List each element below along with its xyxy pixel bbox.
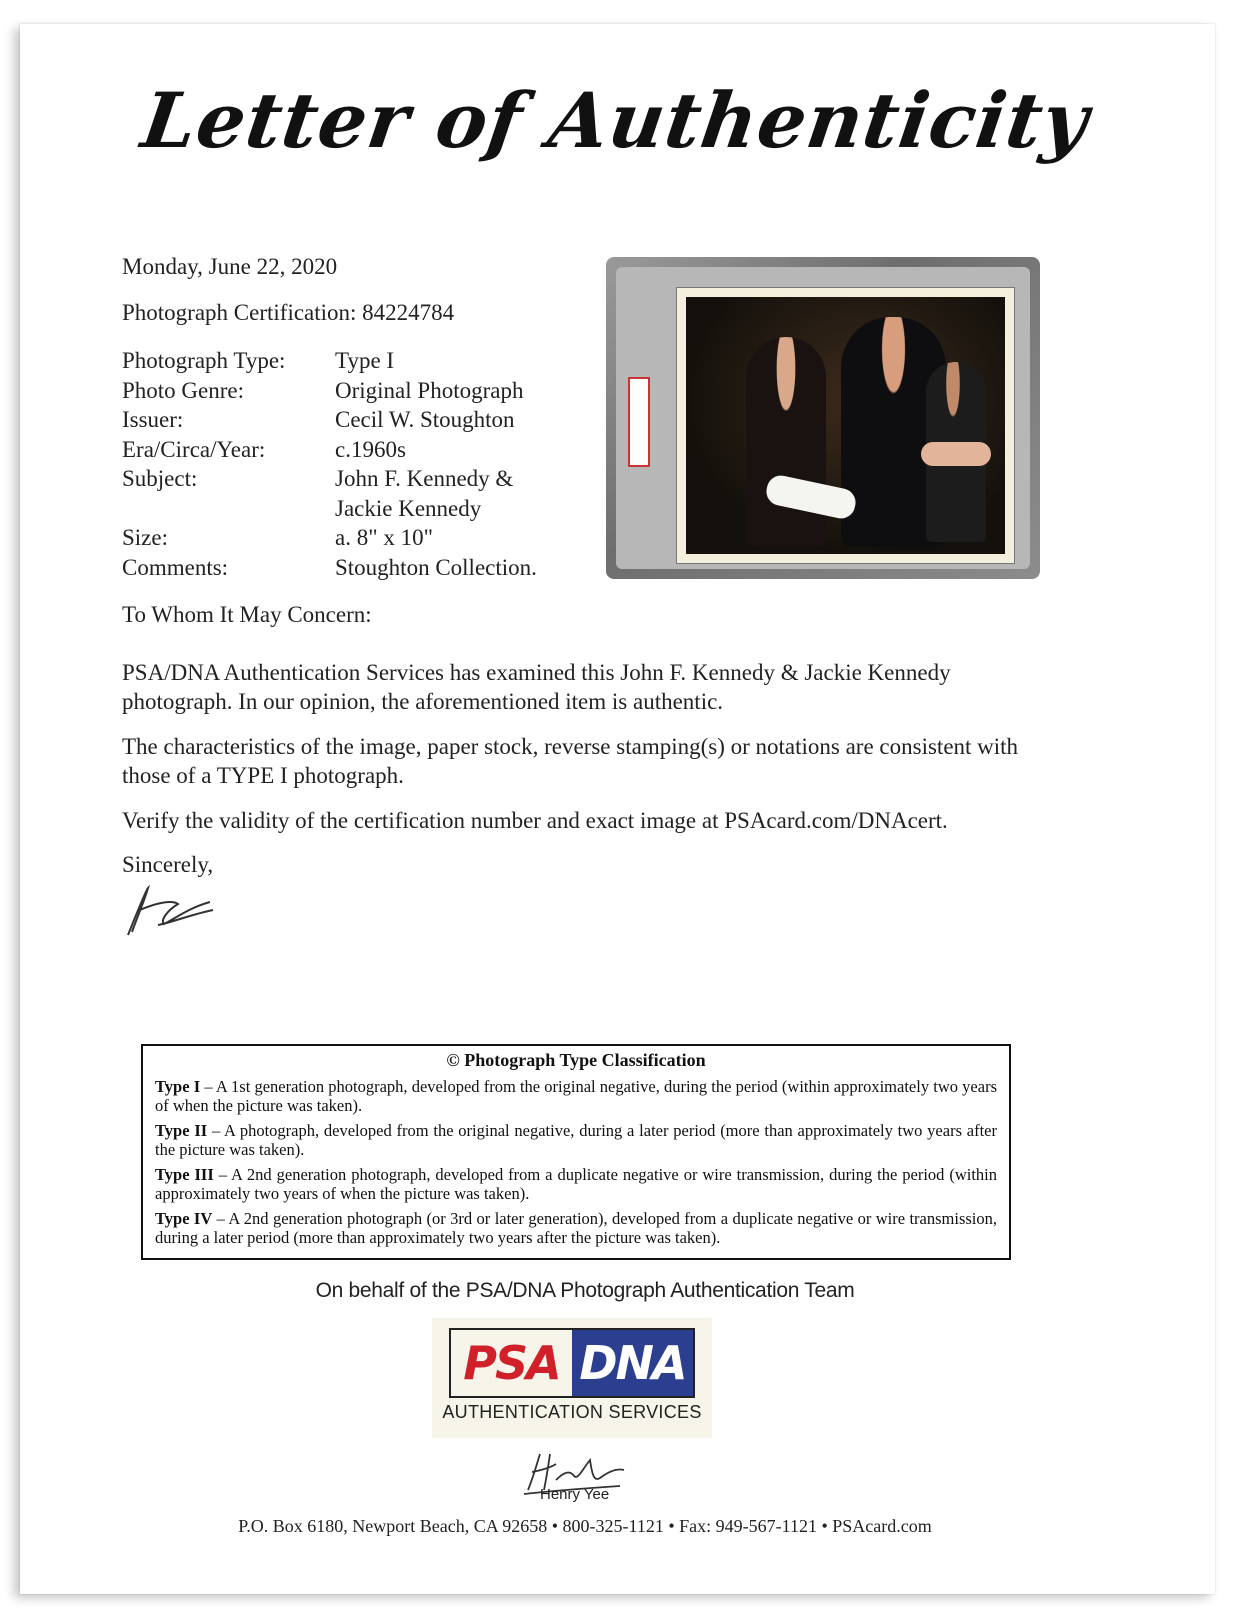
detail-row <box>122 346 537 376</box>
detail-label <box>122 494 335 524</box>
classification-title: © Photograph Type Classification <box>446 1050 706 1070</box>
detail-label: Comments: <box>122 554 229 580</box>
detail-value: Cecil W. Stoughton <box>335 407 515 432</box>
detail-value: John F. Kennedy & <box>335 466 514 491</box>
detail-value: a. 8" x 10" <box>335 525 433 550</box>
logo-subtitle: AUTHENTICATION SERVICES <box>442 1402 702 1422</box>
signer-name: Henry Yee <box>540 1486 610 1503</box>
detail-row <box>122 435 537 465</box>
detail-label: Subject: <box>122 466 198 491</box>
detail-label: Era/Circa/Year: <box>122 436 266 462</box>
detail-value: c.1960s <box>335 436 406 462</box>
classification-type: Type IV <box>155 1208 213 1228</box>
detail-value: Type I <box>335 348 395 373</box>
classification-text: – A 2nd generation photograph (or 3rd or later generation), developed from a duplicate negative or wire transmission, during a later period (more than approximately two years after the picture was taken). <box>155 1208 997 1247</box>
photo-figure-woman <box>746 337 826 547</box>
details-table <box>122 346 537 582</box>
logo-frame <box>449 1328 695 1398</box>
behalf-line: On behalf of the PSA/DNA Photograph Authentication Team <box>315 1279 855 1302</box>
classification-entry <box>155 1209 997 1248</box>
detail-row <box>122 405 537 435</box>
detail-row <box>122 494 537 524</box>
slab-cert-label <box>628 377 650 467</box>
detail-row <box>122 553 537 583</box>
classification-entry <box>155 1165 997 1204</box>
detail-value: Jackie Kennedy <box>335 495 482 521</box>
graded-photo-slab <box>606 257 1040 579</box>
detail-label: Issuer: <box>122 407 184 432</box>
kennedy-photograph <box>686 297 1005 554</box>
detail-label: Size: <box>122 525 168 550</box>
detail-row <box>122 523 537 553</box>
classification-entry <box>155 1121 997 1160</box>
letter-date: Monday, June 22, 2020 <box>122 254 338 279</box>
detail-row <box>122 464 537 494</box>
psa-dna-logo <box>432 1318 712 1438</box>
certification-number: Photograph Certification: 84224784 <box>122 300 455 325</box>
photo-hand <box>921 442 991 466</box>
logo-dna: DNA <box>572 1330 693 1396</box>
salutation: To Whom It May Concern: <box>122 602 372 627</box>
detail-label: Photograph Type: <box>122 348 286 373</box>
photo-border <box>676 287 1015 564</box>
classification-type: Type I <box>155 1076 201 1096</box>
classification-text: – A 2nd generation photograph, developed from a duplicate negative or wire transmission, during the period (within approximately two years of when the picture was taken). <box>155 1164 998 1203</box>
signature-mark <box>118 880 218 940</box>
closing: Sincerely, <box>122 852 214 877</box>
page-title: Letter of Authenticity <box>136 76 1095 165</box>
classification-entry <box>155 1077 997 1116</box>
paragraph-verify: Verify the validity of the certification number and exact image at PSAcard.com/DNAcert. <box>122 808 948 833</box>
detail-row <box>122 376 537 406</box>
detail-label: Photo Genre: <box>122 377 245 403</box>
paragraph-characteristics: The characteristics of the image, paper stock, reverse stamping(s) or notations are consistent with those of a TYPE I photograph. <box>122 734 1019 788</box>
classification-text: – A 1st generation photograph, developed from the original negative, during the period (within approximately two years of when the picture was taken). <box>155 1076 997 1115</box>
classification-type: Type III <box>155 1164 214 1184</box>
classification-box <box>141 1044 1011 1260</box>
slab-inner <box>616 267 1030 569</box>
footer-contact: P.O. Box 6180, Newport Beach, CA 92658 • 800-325-1121 • Fax: 949-567-1121 • PSAcard.com <box>238 1516 932 1536</box>
classification-type: Type II <box>155 1120 208 1140</box>
logo-psa: PSA <box>463 1336 560 1390</box>
classification-text: – A photograph, developed from the original negative, during a later period (more than approximately two years after the picture was taken). <box>155 1120 997 1159</box>
paragraph-examined: PSA/DNA Authentication Services has examined this John F. Kennedy & Jackie Kennedy photograph. In our opinion, the aforementioned item is authentic. <box>122 660 951 714</box>
detail-value: Original Photograph <box>335 377 524 403</box>
detail-value: Stoughton Collection. <box>335 554 537 580</box>
